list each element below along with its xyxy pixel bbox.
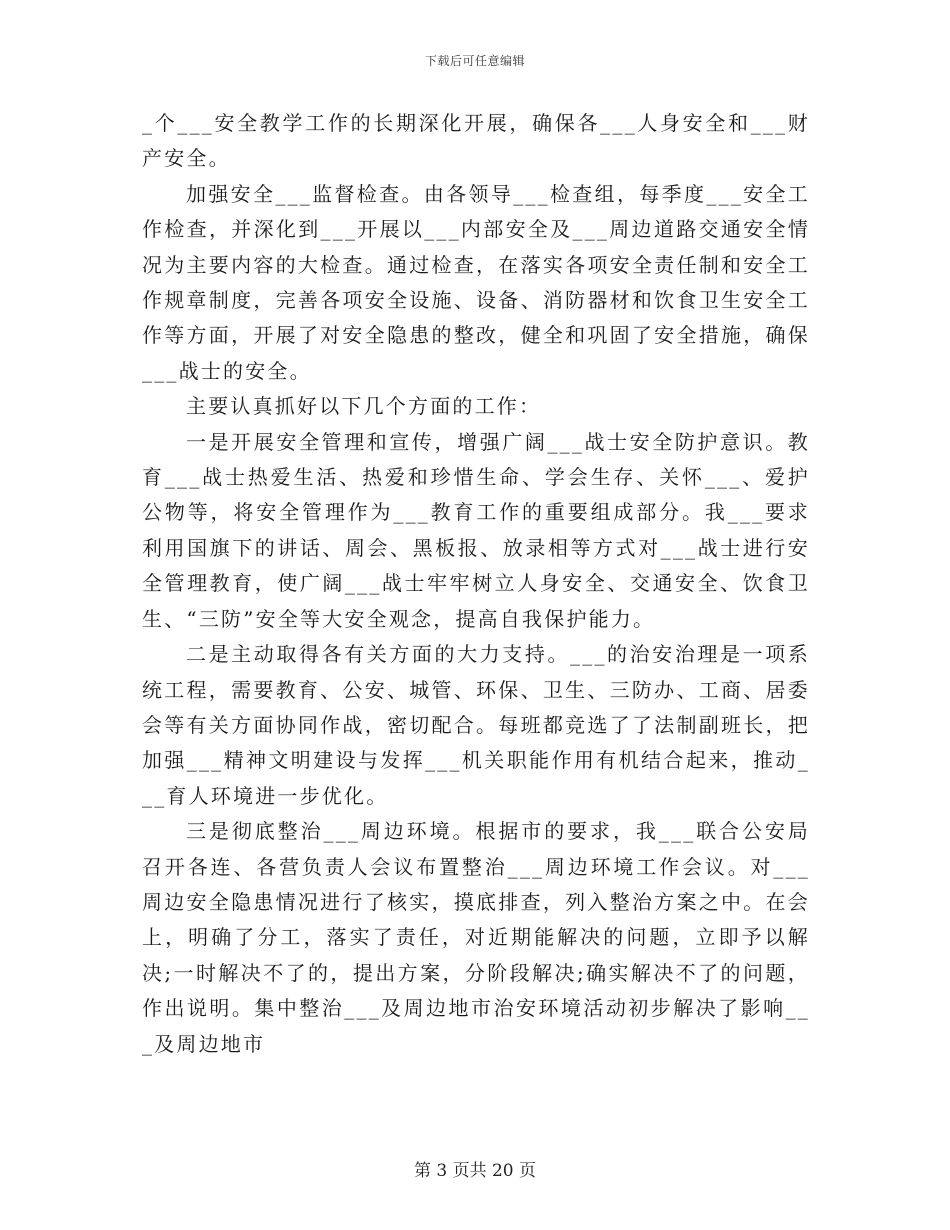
page-header: 下载后可任意编辑: [424, 54, 525, 68]
document-body: [142, 106, 810, 1062]
paragraph-1: _个___安全教学工作的长期深化开展，确保各___人身安全和___财产安全。: [142, 111, 810, 171]
paragraph-5: 二是主动取得各有关方面的大力支持。___的治安治理是一项系统工程，需要教育、公安、城管、环保、卫生、三防办、工商、居委会等有关方面协同作战，密切配合。每班都竞选了了法制副班长，把加强___精神文明建设与发挥___机关职能作用有机结合起来，推动___育人环境进一步优化。: [142, 642, 810, 808]
paragraph-3: 主要认真抓好以下几个方面的工作：: [186, 394, 542, 419]
page-number: 第 3 页共 20 页: [413, 1161, 537, 1181]
paragraph-4: 一是开展安全管理和宣传，增强广阔___战士安全防护意识。教育___战士热爱生活、热爱和珍惜生命、学会生存、关怀___、爱护公物等，将安全管理作为___教育工作的重要组成部分。我___要求利用国旗下的讲话、周会、黑板报、放录相等方式对___战士进行安全管理教育，使广阔___战士牢牢树立人身安全、交通安全、饮食卫生、“三防”安全等大安全观念，提高自我保护能力。: [142, 429, 810, 631]
paragraph-6: 三是彻底整治___周边环境。根据市的要求，我___联合公安局召开各连、各营负责人会议布置整治___周边环境工作会议。对___周边安全隐患情况进行了核实，摸底排查，列入整治方案之中。在会上，明确了分工，落实了责任，对近期能解决的问题，立即予以解决;一时解决不了的，提出方案，分阶段解决;确实解决不了的问题，作出说明。集中整治___及周边地市治安环境活动初步解决了影响___及周边地市: [142, 819, 810, 1056]
paragraph-2: 加强安全___监督检查。由各领导___检查组，每季度___安全工作检查，并深化到___开展以___内部安全及___周边道路交通安全情况为主要内容的大检查。通过检查，在落实各项安全责任制和安全工作规章制度，完善各项安全设施、设备、消防器材和饮食卫生安全工作等方面，开展了对安全隐患的整改，健全和巩固了安全措施，确保___战士的安全。: [142, 181, 810, 383]
